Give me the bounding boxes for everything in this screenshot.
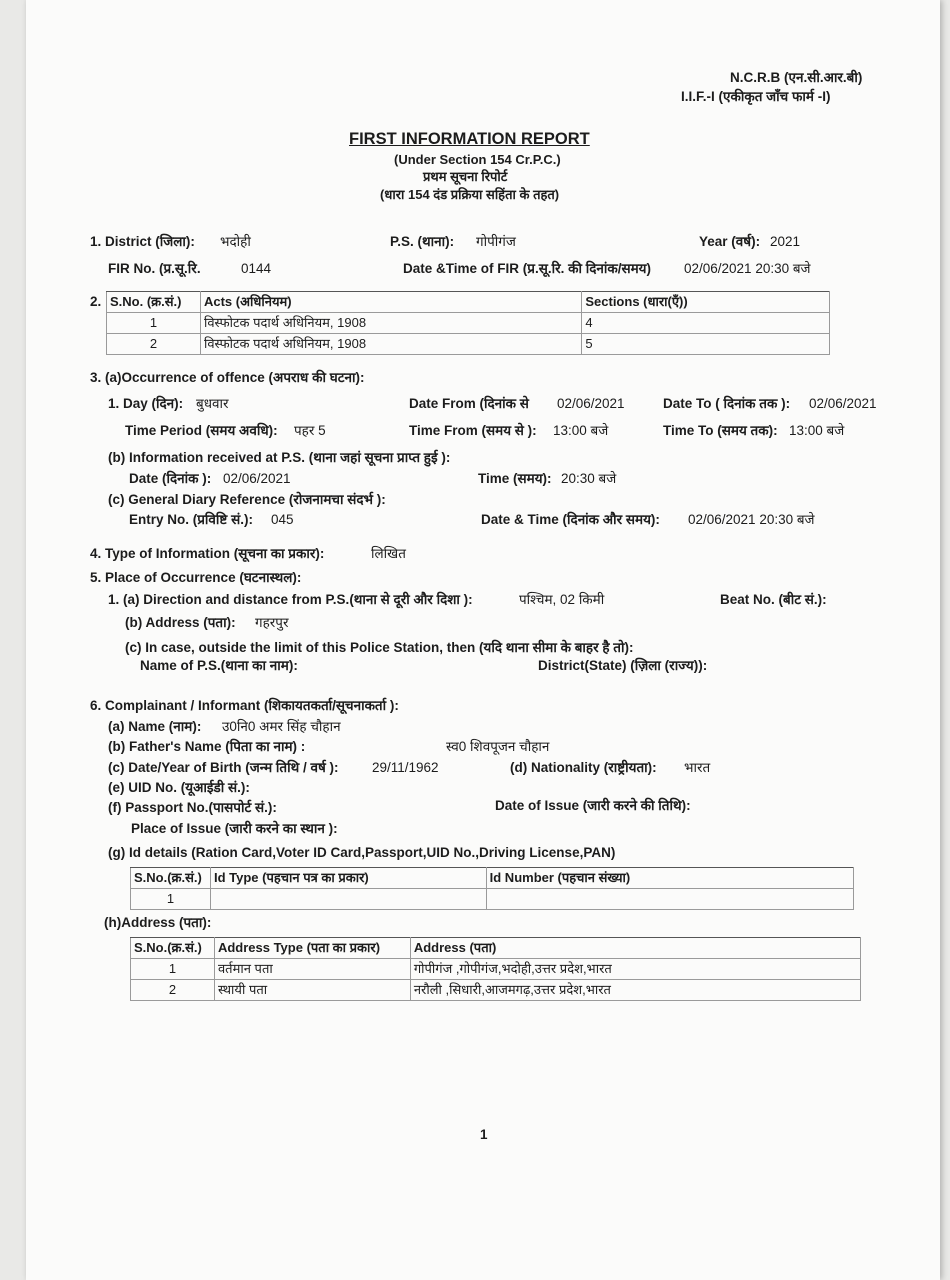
district-label: 1. District (जिला): <box>90 234 195 249</box>
time-to-value: 13:00 बजे <box>789 423 845 438</box>
address-heading: (h)Address (पता): <box>104 915 212 930</box>
district-value: भदोही <box>220 234 251 249</box>
date-from-value: 02/06/2021 <box>557 396 625 411</box>
iif-header: I.I.F.-I (एकीकृत जाँच फार्म -I) <box>681 89 831 104</box>
id-sno: 1 <box>131 889 211 910</box>
complainant-name-value: उ0नि0 अमर सिंह चौहान <box>222 719 341 734</box>
issue-date-label: Date of Issue (जारी करने की तिथि): <box>495 798 691 813</box>
report-subtitle: (Under Section 154 Cr.P.C.) <box>394 152 561 167</box>
info-time-label: Time (समय): <box>478 471 552 486</box>
uid-label: (e) UID No. (यूआईडी सं.): <box>108 780 250 795</box>
fir-no-value: 0144 <box>241 261 272 276</box>
place-address-value: गहरपुर <box>255 615 289 630</box>
complainant-name-label: (a) Name (नाम): <box>108 719 202 734</box>
gd-reference-heading: (c) General Diary Reference (रोजनामचा संदर्भ ): <box>108 492 386 507</box>
acts-act: विस्फोटक पदार्थ अधिनियम, 1908 <box>200 313 581 334</box>
id-details-table <box>130 867 854 910</box>
id-details-heading: (g) Id details (Ration Card,Voter ID Card,Passport,UID No.,Driving License,PAN) <box>108 845 616 860</box>
table-row <box>131 980 861 1001</box>
acts-table-header <box>107 292 830 313</box>
occurrence-heading: 3. (a)Occurrence of offence (अपराध की घटना): <box>90 370 365 385</box>
acts-section: 5 <box>582 334 830 355</box>
address-header-address: Address (पता) <box>410 938 860 959</box>
father-name-value: स्व0 शिवपूजन चौहान <box>446 739 550 754</box>
ps-value: गोपीगंज <box>476 234 516 249</box>
year-value: 2021 <box>770 234 801 249</box>
acts-header-sno: S.No. (क्र.सं.) <box>107 292 201 313</box>
time-period-value: पहर 5 <box>294 423 326 438</box>
gd-datetime-value: 02/06/2021 20:30 बजे <box>688 512 815 527</box>
address-header-sno: S.No.(क्र.सं.) <box>131 938 215 959</box>
page-number: 1 <box>480 1127 488 1142</box>
issue-place-label: Place of Issue (जारी करने का स्थान ): <box>131 821 338 836</box>
direction-value: पश्चिम, 02 किमी <box>519 592 605 607</box>
place-address-label: (b) Address (पता): <box>125 615 236 630</box>
time-to-label: Time To (समय तक): <box>663 423 778 438</box>
address-table <box>130 937 861 1001</box>
ps-label: P.S. (थाना): <box>390 234 455 249</box>
table-row <box>107 313 830 334</box>
acts-header-sections: Sections (धारा(एँ)) <box>582 292 830 313</box>
table-row <box>131 889 854 910</box>
gd-datetime-label: Date & Time (दिनांक और समय): <box>481 512 660 527</box>
acts-sno: 1 <box>107 313 201 334</box>
fir-datetime-value: 02/06/2021 20:30 बजे <box>684 261 811 276</box>
id-header-sno: S.No.(क्र.सं.) <box>131 868 211 889</box>
acts-section: 4 <box>582 313 830 334</box>
address-sno: 2 <box>131 980 215 1001</box>
time-from-label: Time From (समय से ): <box>409 423 537 438</box>
address-type: वर्तमान पता <box>214 959 410 980</box>
day-value: बुधवार <box>196 396 229 411</box>
info-date-value: 02/06/2021 <box>223 471 291 486</box>
time-from-value: 13:00 बजे <box>553 423 609 438</box>
acts-act: विस्फोटक पदार्थ अधिनियम, 1908 <box>200 334 581 355</box>
outside-limit-heading: (c) In case, outside the limit of this Police Station, then (यदि थाना सीमा के बाहर है तो): <box>125 640 634 655</box>
beat-no-label: Beat No. (बीट सं.): <box>720 592 827 607</box>
address-type: स्थायी पता <box>214 980 410 1001</box>
address-sno: 1 <box>131 959 215 980</box>
report-title-hindi: प्रथम सूचना रिपोर्ट <box>423 169 508 184</box>
section-2-number: 2. <box>90 294 102 309</box>
direction-label: 1. (a) Direction and distance from P.S.(थाना से दूरी और दिशा ): <box>108 592 473 607</box>
info-time-value: 20:30 बजे <box>561 471 617 486</box>
address-value: नरौली ,सिधारी,आजमगढ़,उत्तर प्रदेश,भारत <box>410 980 860 1001</box>
nationality-value: भारत <box>684 760 711 775</box>
passport-label: (f) Passport No.(पासपोर्ट सं.): <box>108 800 277 815</box>
dob-label: (c) Date/Year of Birth (जन्म तिथि / वर्ष ): <box>108 760 339 775</box>
id-number <box>486 889 853 910</box>
acts-sno: 2 <box>107 334 201 355</box>
id-table-header <box>131 868 854 889</box>
id-header-number: Id Number (पहचान संख्या) <box>486 868 853 889</box>
table-row <box>131 959 861 980</box>
district-state-label: District(State) (ज़िला (राज्य)): <box>538 658 708 673</box>
ncrb-header: N.C.R.B (एन.सी.आर.बी) <box>730 70 863 85</box>
info-date-label: Date (दिनांक ): <box>129 471 212 486</box>
date-to-label: Date To ( दिनांक तक ): <box>663 396 791 411</box>
address-header-type: Address Type (पता का प्रकार) <box>214 938 410 959</box>
info-type-value: लिखित <box>371 546 406 561</box>
address-value: गोपीगंज ,गोपीगंज,भदोही,उत्तर प्रदेश,भारत <box>410 959 860 980</box>
ps-name-label: Name of P.S.(थाना का नाम): <box>140 658 298 673</box>
day-label: 1. Day (दिन): <box>108 396 184 411</box>
time-period-label: Time Period (समय अवधि): <box>125 423 278 438</box>
dob-value: 29/11/1962 <box>372 760 439 775</box>
id-type <box>210 889 486 910</box>
acts-header-acts: Acts (अधिनियम) <box>200 292 581 313</box>
complainant-heading: 6. Complainant / Informant (शिकायतकर्ता/सूचनाकर्ता ): <box>90 698 399 713</box>
fir-page <box>26 0 940 1280</box>
entry-no-label: Entry No. (प्रविष्टि सं.): <box>129 512 253 527</box>
info-received-heading: (b) Information received at P.S. (थाना जहां सूचना प्राप्त हुई ): <box>108 450 451 465</box>
date-from-label: Date From (दिनांक से <box>409 396 529 411</box>
fir-no-label: FIR No. (प्र.सू.रि. <box>108 261 201 276</box>
nationality-label: (d) Nationality (राष्ट्रीयता): <box>510 760 657 775</box>
place-heading: 5. Place of Occurrence (घटनास्थल): <box>90 570 302 585</box>
report-subtitle-hindi: (धारा 154 दंड प्रक्रिया सहिंता के तहत) <box>380 187 560 202</box>
fir-datetime-label: Date &Time of FIR (प्र.सू.रि. की दिनांक/समय) <box>403 261 652 276</box>
date-to-value: 02/06/2021 <box>809 396 877 411</box>
report-title: FIRST INFORMATION REPORT <box>349 130 590 148</box>
info-type-label: 4. Type of Information (सूचना का प्रकार): <box>90 546 325 561</box>
table-row <box>107 334 830 355</box>
year-label: Year (वर्ष): <box>699 234 761 249</box>
acts-table <box>106 291 830 355</box>
address-table-header <box>131 938 861 959</box>
father-name-label: (b) Father's Name (पिता का नाम) : <box>108 739 306 754</box>
id-header-type: Id Type (पहचान पत्र का प्रकार) <box>210 868 486 889</box>
entry-no-value: 045 <box>271 512 294 527</box>
